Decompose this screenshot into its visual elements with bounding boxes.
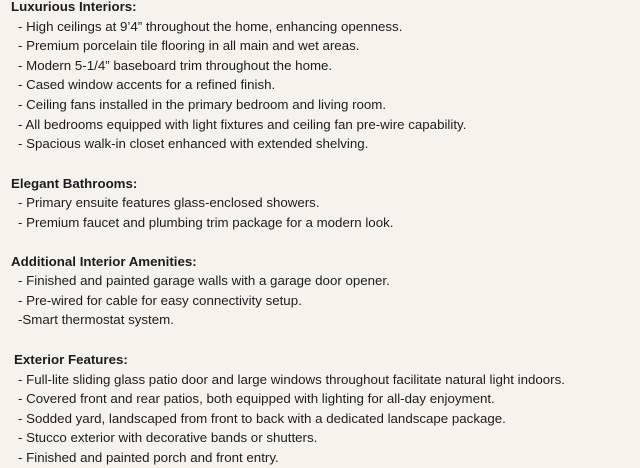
section-luxurious-interiors — [11, 0, 640, 154]
list-item: - Finished and painted garage walls with a garage door opener. — [18, 273, 390, 289]
list-item: - Primary ensuite features glass-enclosed showers. — [18, 195, 320, 211]
list-item: - All bedrooms equipped with light fixtures and ceiling fan pre-wire capability. — [18, 116, 467, 132]
list-item: - Spacious walk-in closet enhanced with extended shelving. — [18, 136, 369, 152]
section-additional-interior-amenities — [11, 252, 640, 330]
list-item: - Cased window accents for a refined finish. — [18, 77, 276, 93]
list-item: - Finished and painted porch and front entry. — [18, 449, 279, 465]
list-item: - Full-lite sliding glass patio door and large windows throughout facilitate natural light indoors. — [18, 371, 565, 387]
section-heading: Exterior Features: — [14, 352, 128, 367]
section-exterior-features — [14, 350, 640, 468]
list-item: - Pre-wired for cable for easy connectivity setup. — [18, 292, 302, 308]
list-item: - Ceiling fans installed in the primary bedroom and living room. — [18, 96, 387, 112]
list-item: - Covered front and rear patios, both equipped with lighting for all-day enjoyment. — [18, 391, 495, 407]
list-item: - Premium faucet and plumbing trim package for a modern look. — [18, 214, 394, 230]
list-item: -Smart thermostat system. — [18, 312, 174, 328]
section-heading: Luxurious Interiors: — [11, 0, 137, 14]
list-item: - Premium porcelain tile flooring in all main and wet areas. — [18, 38, 360, 54]
list-item: - High ceilings at 9’4” throughout the home, enhancing openness. — [18, 18, 403, 34]
list-item: - Stucco exterior with decorative bands or shutters. — [18, 430, 318, 446]
section-heading: Additional Interior Amenities: — [11, 253, 197, 269]
section-heading: Elegant Bathrooms: — [11, 175, 138, 191]
section-elegant-bathrooms — [11, 174, 640, 233]
list-item: - Modern 5-1/4” baseboard trim throughout the home. — [18, 57, 333, 73]
list-item: - Sodded yard, landscaped from front to back with a dedicated landscape package. — [18, 410, 506, 426]
